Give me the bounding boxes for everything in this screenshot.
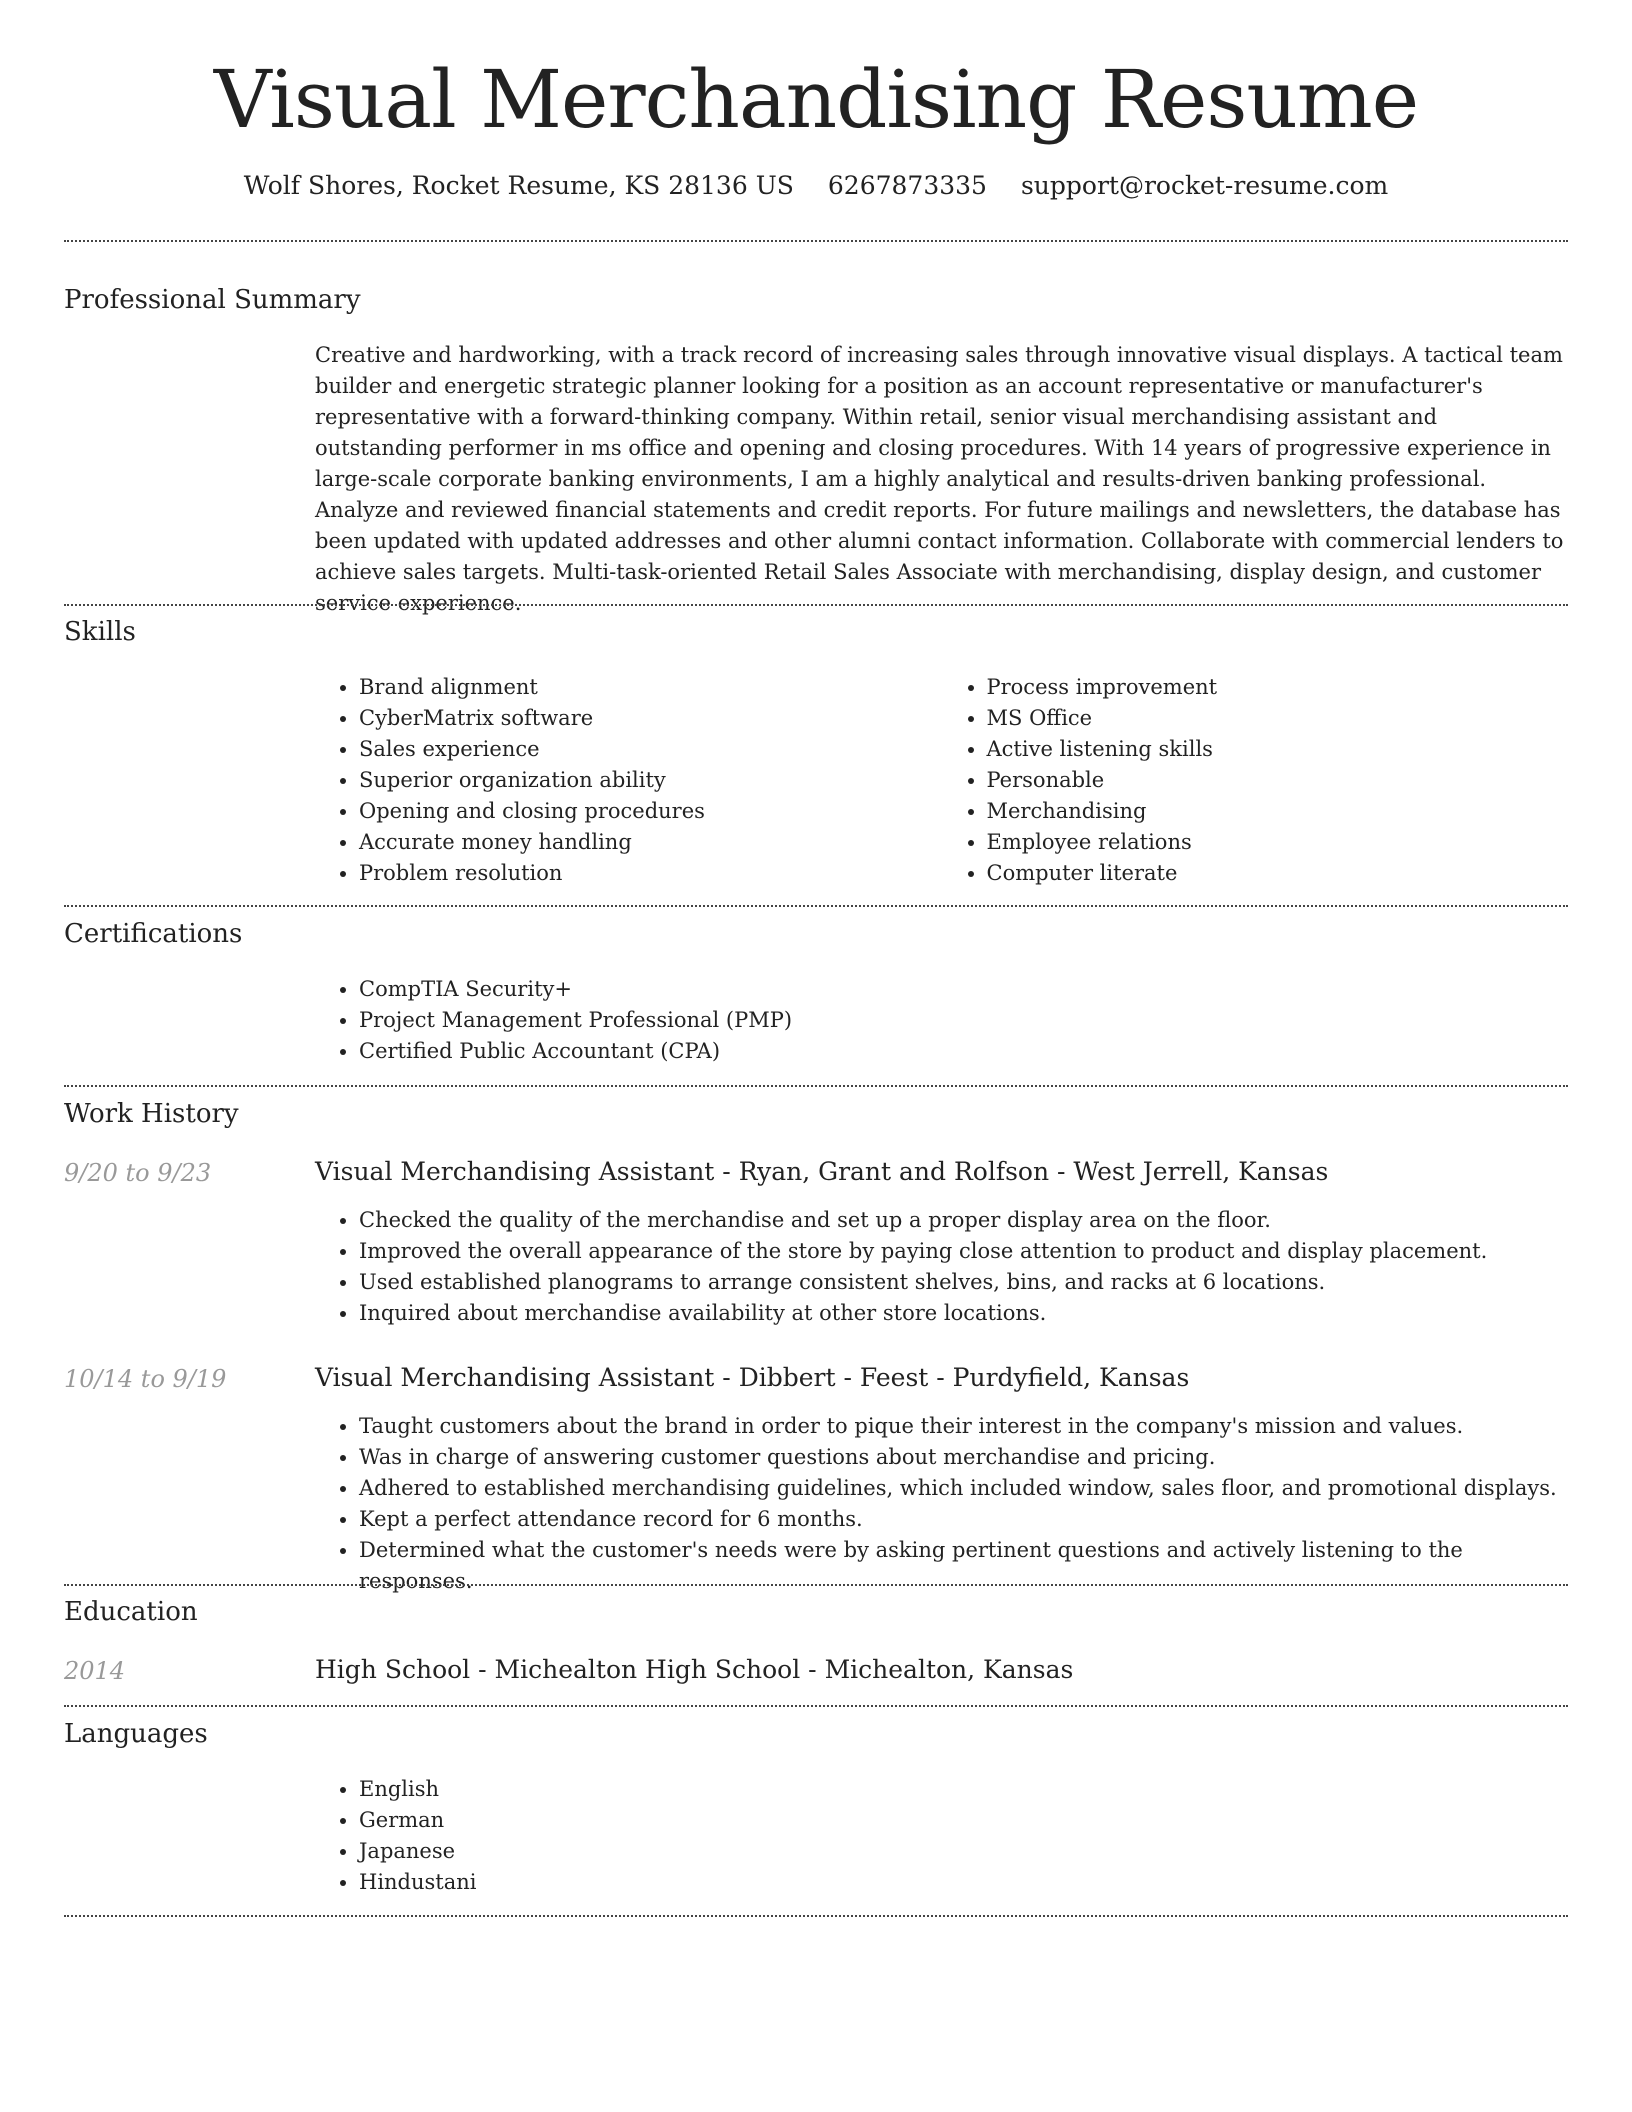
resume-header [0,0,1632,204]
skills-list-right [943,672,1571,889]
skill-item: • Problem resolution [359,858,943,889]
job-bullets [315,1205,1570,1329]
languages-list [315,1774,1570,1898]
job-bullet: • Taught customers about the brand in order to pique their interest in the company's mission and values. [359,1411,1570,1442]
job-bullet: • Adhered to established merchandising guidelines, which included window, sales floor, and promotional displays. [359,1473,1570,1504]
resume-title: Visual Merchandising Resume [213,53,1419,146]
contact-address: Wolf Shores, Rocket Resume, KS 28136 US [243,171,794,200]
certification-item: • Certified Public Accountant (CPA) [359,1036,1570,1067]
job-bullet: • Used established planograms to arrange consistent shelves, bins, and racks at 6 locations. [359,1267,1570,1298]
summary-text: Creative and hardworking, with a track record of increasing sales through innovative visual displays. A tactical team builder and energetic strategic planner looking for a position as an account representative or manufacturer's representative with a forward-thinking company. Within retail, senior visual merchandising assistant and outstanding performer in ms office and opening and closing procedures. With 14 years of progressive experience in large-scale corporate banking environments, I am a highly analytical and results-driven banking professional. Analyze and reviewed financial statements and credit reports. For future mailings and newsletters, the database has been updated with updated addresses and other alumni contact information. Collaborate with commercial lenders to achieve sales targets. Multi-task-oriented Retail Sales Associate with merchandising, display design, and customer service experience. [315,343,1564,615]
summary-block [315,340,1570,619]
language-item: • Hindustani [359,1867,1570,1898]
skill-item: • Employee relations [987,827,1571,858]
skill-item: • Brand alignment [359,672,943,703]
skills-list-left [315,672,943,889]
languages-heading: Languages [64,1719,208,1749]
languages-block [315,1774,1570,1898]
skills-heading: Skills [64,617,136,647]
education-heading: Education [64,1597,198,1627]
job-dates: 9/20 to 9/23 [64,1159,212,1187]
contact-email: support@rocket-resume.com [1020,171,1389,200]
work-heading: Work History [64,1099,239,1129]
section-divider [64,240,1568,242]
job-bullet: • Improved the overall appearance of the store by paying close attention to product and display placement. [359,1236,1570,1267]
language-item: • Japanese [359,1836,1570,1867]
job-title: Visual Merchandising Assistant - Dibbert - Feest - Purdyfield, Kansas [315,1363,1190,1392]
skill-item: • MS Office [987,703,1571,734]
skill-item: • Personable [987,765,1571,796]
job-bullets-block [315,1411,1570,1597]
education-title: High School - Michealton High School - Michealton, Kansas [315,1655,1074,1684]
section-divider [64,1915,1568,1917]
job-bullet: • Was in charge of answering customer questions about merchandise and pricing. [359,1442,1570,1473]
skill-item: • Sales experience [359,734,943,765]
job-title: Visual Merchandising Assistant - Ryan, Grant and Rolfson - West Jerrell, Kansas [315,1157,1329,1186]
summary-heading: Professional Summary [64,285,361,315]
skill-item: • Superior organization ability [359,765,943,796]
skills-block [315,672,1570,889]
skill-item: • CyberMatrix software [359,703,943,734]
skill-item: • Process improvement [987,672,1571,703]
certification-item: • CompTIA Security+ [359,974,1570,1005]
certifications-block [315,974,1570,1067]
certifications-list [315,974,1570,1067]
job-bullet: • Determined what the customer's needs were by asking pertinent questions and actively listening to the responses. [359,1535,1570,1597]
job-bullet: • Inquired about merchandise availability at other store locations. [359,1298,1570,1329]
skill-item: • Opening and closing procedures [359,796,943,827]
contact-line [0,168,1632,204]
education-year: 2014 [64,1657,126,1685]
job-bullets [315,1411,1570,1597]
contact-phone: 6267873335 [827,171,987,200]
job-bullets-block [315,1205,1570,1329]
section-divider [64,1085,1568,1087]
skill-item: • Merchandising [987,796,1571,827]
section-divider [64,604,1568,606]
certifications-heading: Certifications [64,919,243,949]
skill-item: • Computer literate [987,858,1571,889]
certification-item: • Project Management Professional (PMP) [359,1005,1570,1036]
job-dates: 10/14 to 9/19 [64,1365,227,1393]
skill-item: • Active listening skills [987,734,1571,765]
skill-item: • Accurate money handling [359,827,943,858]
section-divider [64,1584,1568,1586]
job-bullet: • Kept a perfect attendance record for 6 months. [359,1504,1570,1535]
section-divider [64,905,1568,907]
language-item: • German [359,1805,1570,1836]
language-item: • English [359,1774,1570,1805]
section-divider [64,1705,1568,1707]
job-bullet: • Checked the quality of the merchandise and set up a proper display area on the floor. [359,1205,1570,1236]
